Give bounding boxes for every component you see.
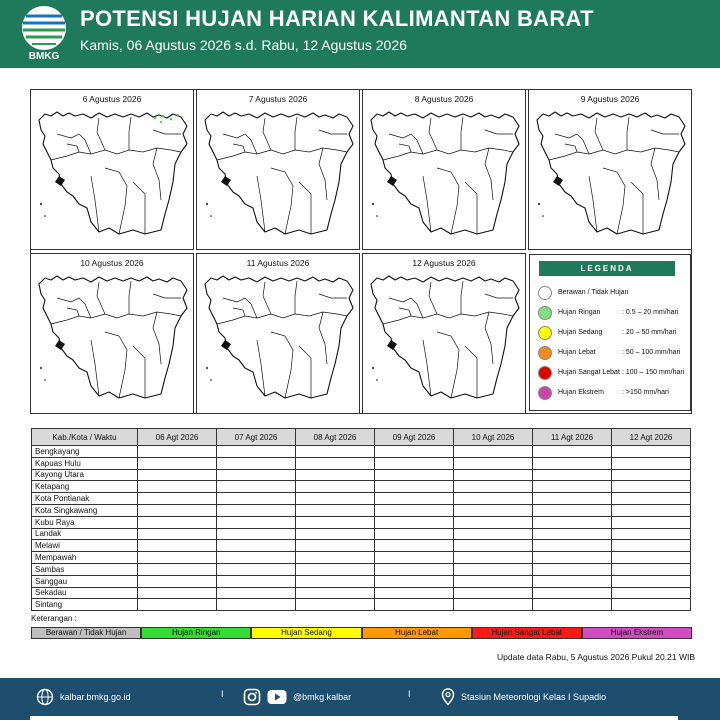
table-row: [32, 540, 691, 552]
region-name: Landak: [32, 528, 138, 540]
forecast-cell: [375, 493, 454, 505]
forecast-cell: [454, 457, 533, 469]
map-date-label: 8 Agustus 2026: [414, 94, 474, 104]
forecast-cell: [138, 587, 217, 599]
forecast-cell: [217, 481, 296, 493]
instagram-icon: [243, 688, 261, 706]
forecast-cell: [533, 528, 612, 540]
keterangan-cell: Hujan Ringan: [141, 627, 251, 639]
forecast-cell: [612, 552, 691, 564]
kalbar-map: [531, 104, 691, 249]
legend-item: [538, 286, 688, 300]
footer-website[interactable]: [36, 688, 131, 706]
map-panel: [362, 89, 526, 250]
location-pin-icon: [441, 688, 455, 706]
table-row: [32, 528, 691, 540]
forecast-cell: [138, 469, 217, 481]
forecast-cell: [138, 516, 217, 528]
region-name: Sintang: [32, 599, 138, 611]
forecast-cell: [454, 504, 533, 516]
forecast-cell: [138, 575, 217, 587]
forecast-cell: [533, 575, 612, 587]
forecast-cell: [454, 516, 533, 528]
map-panel: [362, 253, 526, 414]
forecast-cell: [217, 504, 296, 516]
forecast-cell: [138, 493, 217, 505]
legend-range: : 100 – 150 mm/hari: [622, 369, 685, 376]
forecast-cell: [138, 563, 217, 575]
footer-website-text: kalbar.bmkg.go.id: [60, 692, 131, 702]
forecast-cell: [612, 599, 691, 611]
forecast-cell: [375, 540, 454, 552]
logo-text: BMKG: [28, 51, 60, 62]
kalbar-map: [199, 268, 359, 413]
forecast-cell: [217, 528, 296, 540]
table-header-date: 07 Agt 2026: [217, 429, 296, 446]
forecast-cell: [296, 528, 375, 540]
forecast-cell: [138, 552, 217, 564]
map-date-label: 6 Agustus 2026: [82, 94, 142, 104]
legend-color-dot: [538, 386, 552, 400]
forecast-cell: [533, 552, 612, 564]
forecast-cell: [612, 481, 691, 493]
map-date-label: 12 Agustus 2026: [412, 258, 476, 268]
page-subtitle: Kamis, 06 Agustus 2026 s.d. Rabu, 12 Agustus 2026: [80, 37, 407, 53]
kalbar-map: [33, 104, 193, 249]
legend-color-dot: [538, 346, 552, 360]
table-row: [32, 493, 691, 505]
forecast-cell: [296, 587, 375, 599]
forecast-cell: [296, 575, 375, 587]
region-name: Kapuas Hulu: [32, 457, 138, 469]
forecast-cell: [138, 446, 217, 458]
region-name: Kayong Utara: [32, 469, 138, 481]
forecast-cell: [612, 575, 691, 587]
map-panel: [196, 89, 360, 250]
forecast-cell: [217, 457, 296, 469]
region-name: Sanggau: [32, 575, 138, 587]
forecast-cell: [375, 481, 454, 493]
youtube-icon: [267, 689, 287, 705]
forecast-cell: [217, 540, 296, 552]
region-name: Kota Singkawang: [32, 504, 138, 516]
forecast-cell: [612, 516, 691, 528]
map-date-label: 7 Agustus 2026: [248, 94, 308, 104]
legend-item: [538, 326, 688, 340]
forecast-cell: [375, 587, 454, 599]
table-row: [32, 587, 691, 599]
footer-social-text: @bmkg.kalbar: [293, 692, 352, 702]
table-body: [32, 446, 691, 611]
legend-color-dot: [538, 306, 552, 320]
legend-title: LEGENDA: [539, 261, 675, 276]
map-panel: [30, 89, 194, 250]
legend-color-dot: [538, 366, 552, 380]
forecast-cell: [375, 469, 454, 481]
legend-item: [538, 346, 688, 360]
region-name: Kubu Raya: [32, 516, 138, 528]
legend-item: [538, 366, 688, 380]
forecast-cell: [533, 493, 612, 505]
forecast-cell: [612, 504, 691, 516]
table-row: [32, 457, 691, 469]
forecast-cell: [375, 446, 454, 458]
legend-color-dot: [538, 326, 552, 340]
footer-separator: I: [408, 689, 411, 699]
forecast-cell: [296, 446, 375, 458]
region-name: Sambas: [32, 563, 138, 575]
forecast-cell: [375, 457, 454, 469]
forecast-cell: [138, 540, 217, 552]
forecast-table: [31, 428, 691, 611]
kalbar-map: [365, 104, 525, 249]
forecast-cell: [296, 504, 375, 516]
forecast-cell: [296, 493, 375, 505]
forecast-cell: [612, 563, 691, 575]
forecast-cell: [296, 516, 375, 528]
forecast-cell: [375, 563, 454, 575]
forecast-cell: [375, 516, 454, 528]
table-row: [32, 599, 691, 611]
forecast-cell: [138, 481, 217, 493]
region-name: Bengkayang: [32, 446, 138, 458]
legend-range: : 50 – 100 mm/hari: [622, 349, 681, 356]
forecast-cell: [533, 516, 612, 528]
map-date-label: 10 Agustus 2026: [80, 258, 144, 268]
keterangan-cell: Hujan Lebat: [362, 627, 472, 639]
table-row: [32, 446, 691, 458]
forecast-cell: [454, 528, 533, 540]
table-header-row: [32, 429, 691, 446]
header-banner: [0, 0, 720, 68]
forecast-cell: [296, 481, 375, 493]
forecast-cell: [454, 563, 533, 575]
legend-label: Hujan Lebat: [558, 349, 596, 356]
legend-color-dot: [538, 286, 552, 300]
region-name: Mempawah: [32, 552, 138, 564]
keterangan-cell: Berawan / Tidak Hujan: [31, 627, 141, 639]
forecast-cell: [138, 504, 217, 516]
kalbar-map: [365, 268, 525, 413]
forecast-cell: [454, 481, 533, 493]
forecast-cell: [375, 528, 454, 540]
table-header-date: 09 Agt 2026: [375, 429, 454, 446]
map-date-label: 11 Agustus 2026: [246, 258, 310, 268]
forecast-cell: [217, 469, 296, 481]
update-text: Update data Rabu, 5 Agustus 2026 Pukul 20.21 WIB: [497, 652, 695, 662]
forecast-cell: [375, 504, 454, 516]
forecast-cell: [612, 540, 691, 552]
table-row: [32, 481, 691, 493]
forecast-cell: [138, 457, 217, 469]
forecast-cell: [612, 587, 691, 599]
keterangan-cell: Hujan Ekstrem: [582, 627, 692, 639]
forecast-cell: [612, 446, 691, 458]
forecast-cell: [533, 446, 612, 458]
forecast-cell: [533, 587, 612, 599]
table-header-date: 10 Agt 2026: [454, 429, 533, 446]
forecast-cell: [454, 587, 533, 599]
region-name: Melawi: [32, 540, 138, 552]
forecast-cell: [454, 599, 533, 611]
keterangan-cell: Hujan Sedang: [251, 627, 361, 639]
legend-item: [538, 306, 688, 320]
legend-label: Hujan Sedang: [558, 329, 603, 336]
forecast-cell: [454, 552, 533, 564]
footer-underline: [30, 716, 678, 720]
legend-range: : 20 – 50 mm/hari: [622, 329, 677, 336]
keterangan-cell: Hujan Sangat Lebat: [472, 627, 582, 639]
forecast-cell: [217, 575, 296, 587]
forecast-cell: [533, 504, 612, 516]
forecast-cell: [375, 552, 454, 564]
legend-label: Hujan Ekstrem: [558, 389, 604, 396]
forecast-cell: [612, 528, 691, 540]
legend-label: Berawan / Tidak Hujan: [558, 289, 629, 296]
forecast-cell: [296, 552, 375, 564]
forecast-cell: [533, 540, 612, 552]
forecast-cell: [217, 493, 296, 505]
forecast-cell: [454, 493, 533, 505]
table-row: [32, 563, 691, 575]
forecast-cell: [612, 469, 691, 481]
map-panel: [196, 253, 360, 414]
footer-social[interactable]: [243, 688, 351, 706]
forecast-cell: [217, 516, 296, 528]
table-row: [32, 469, 691, 481]
footer: [0, 678, 720, 720]
region-name: Sekadau: [32, 587, 138, 599]
forecast-cell: [296, 457, 375, 469]
forecast-table-wrap: [31, 428, 691, 611]
table-row: [32, 575, 691, 587]
kalbar-map: [33, 268, 193, 413]
legend-label: Hujan Sangat Lebat: [558, 369, 620, 376]
forecast-cell: [612, 493, 691, 505]
forecast-cell: [533, 481, 612, 493]
forecast-cell: [533, 457, 612, 469]
forecast-cell: [296, 563, 375, 575]
forecast-cell: [612, 457, 691, 469]
map-date-label: 9 Agustus 2026: [580, 94, 640, 104]
table-header-date: 12 Agt 2026: [612, 429, 691, 446]
forecast-cell: [217, 446, 296, 458]
table-header-date: 06 Agt 2026: [138, 429, 217, 446]
table-header-region: Kab./Kota / Waktu: [32, 429, 138, 446]
forecast-cell: [454, 575, 533, 587]
footer-station-text: Stasiun Meteorologi Kelas I Supadio: [461, 692, 607, 702]
forecast-cell: [533, 563, 612, 575]
region-name: Ketapang: [32, 481, 138, 493]
forecast-cell: [138, 599, 217, 611]
legend-range: : >150 mm/hari: [622, 389, 669, 396]
table-header-date: 08 Agt 2026: [296, 429, 375, 446]
table-row: [32, 504, 691, 516]
forecast-cell: [454, 540, 533, 552]
footer-station[interactable]: [441, 688, 606, 706]
forecast-cell: [296, 599, 375, 611]
keterangan-label: Keterangan :: [31, 614, 77, 623]
footer-separator: I: [221, 689, 224, 699]
forecast-cell: [533, 469, 612, 481]
legend-item: [538, 386, 688, 400]
forecast-cell: [296, 540, 375, 552]
forecast-cell: [454, 446, 533, 458]
table-header-date: 11 Agt 2026: [533, 429, 612, 446]
table-row: [32, 516, 691, 528]
forecast-cell: [217, 563, 296, 575]
legend-range: : 0.5 – 20 mm/hari: [622, 309, 679, 316]
kalbar-map: [199, 104, 359, 249]
forecast-cell: [533, 599, 612, 611]
legend-label: Hujan Ringan: [558, 309, 601, 316]
map-panel: [30, 253, 194, 414]
forecast-cell: [375, 575, 454, 587]
keterangan-row: [31, 627, 692, 639]
map-panel: [528, 89, 692, 250]
forecast-cell: [217, 587, 296, 599]
forecast-cell: [375, 599, 454, 611]
table-row: [32, 552, 691, 564]
forecast-cell: [454, 469, 533, 481]
region-name: Kota Pontianak: [32, 493, 138, 505]
forecast-cell: [217, 552, 296, 564]
forecast-cell: [138, 528, 217, 540]
globe-icon: [36, 688, 54, 706]
forecast-cell: [217, 599, 296, 611]
forecast-cell: [296, 469, 375, 481]
page-title: POTENSI HUJAN HARIAN KALIMANTAN BARAT: [80, 6, 594, 31]
